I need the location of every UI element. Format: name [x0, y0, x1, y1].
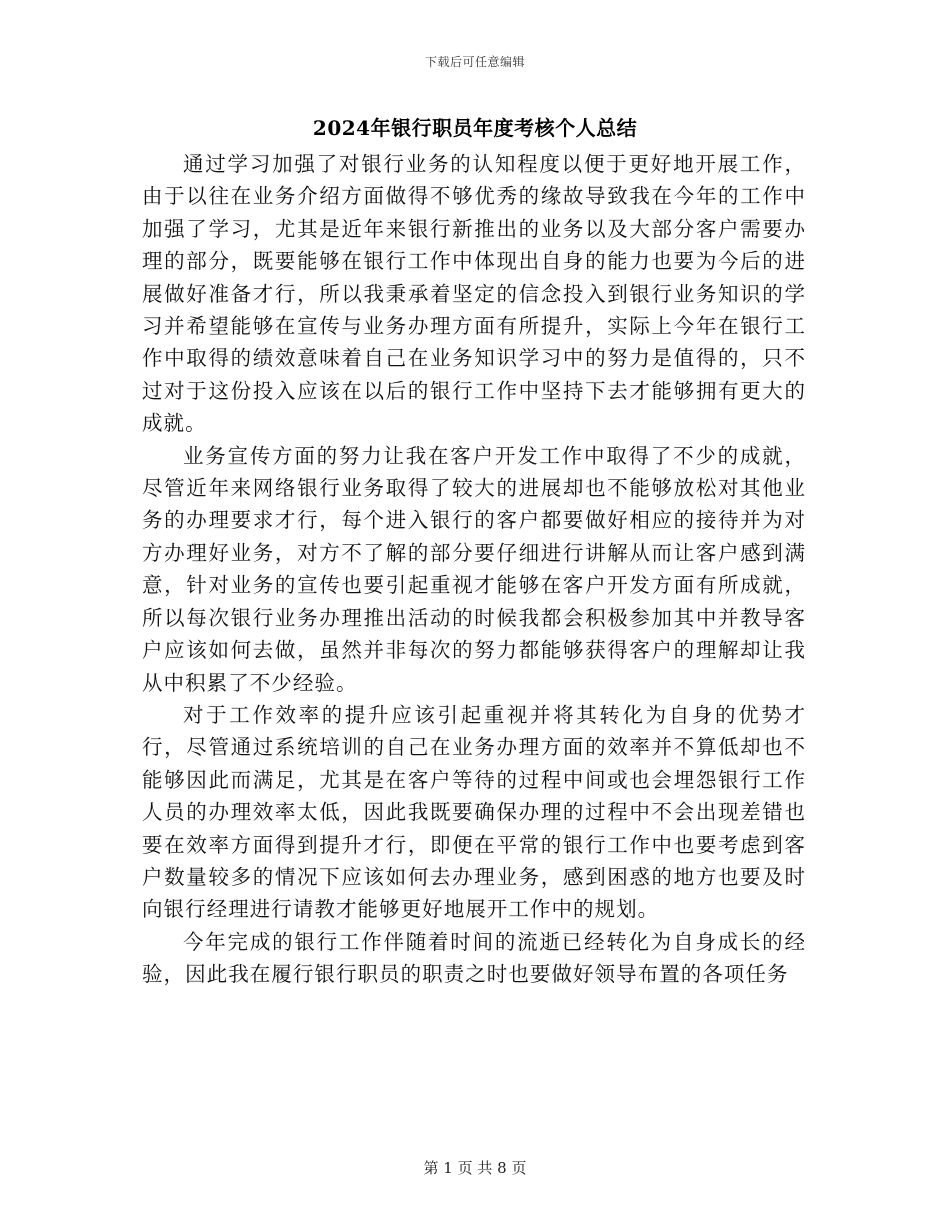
header-note: 下载后可任意编辑 — [424, 55, 525, 69]
page-number-footer: 第 1 页 共 8 页 — [423, 1159, 527, 1177]
body-paragraph-3: 对于工作效率的提升应该引起重视并将其转化为自身的优势才行，尽管通过系统培训的自己在业务办理方面的效率并不算低却也不能够因此而满足，尤其是在客户等待的过程中间或也会埋怨银行工作人员的办理效率太低，因此我既要确保办理的过程中不会出现差错也要在效率方面得到提升才行，即便在平常的银行工作中也要考虑到客户数量较多的情况下应该如何去办理业务，感到困惑的地方也要及时向银行经理进行请教才能够更好地展开工作中的规划。 — [142, 702, 806, 922]
body-paragraph-4: 今年完成的银行工作伴随着时间的流逝已经转化为自身成长的经验，因此我在履行银行职员的职责之时也要做好领导布置的各项任务 — [142, 929, 806, 987]
body-paragraph-2: 业务宣传方面的努力让我在客户开发工作中取得了不少的成就，尽管近年来网络银行业务取得了较大的进展却也不能够放松对其他业务的办理要求才行，每个进入银行的客户都要做好相应的接待并为对方办理好业务，对方不了解的部分要仔细进行讲解从而让客户感到满意，针对业务的宣传也要引起重视才能够在客户开发方面有所成就，所以每次银行业务办理推出活动的时候我都会积极参加其中并教导客户应该如何去做，虽然并非每次的努力都能够获得客户的理解却让我从中积累了不少经验。 — [142, 443, 806, 695]
document-title: 2024年银行职员年度考核个人总结 — [312, 116, 638, 140]
document-body — [142, 148, 806, 991]
body-paragraph-1: 通过学习加强了对银行业务的认知程度以便于更好地开展工作，由于以往在业务介绍方面做得不够优秀的缘故导致我在今年的工作中加强了学习，尤其是近年来银行新推出的业务以及大部分客户需要办理的部分，既要能够在银行工作中体现出自身的能力也要为今后的进展做好准备才行，所以我秉承着坚定的信念投入到银行业务知识的学习并希望能够在宣传与业务办理方面有所提升，实际上今年在银行工作中取得的绩效意味着自己在业务知识学习中的努力是值得的，只不过对于这份投入应该在以后的银行工作中坚持下去才能够拥有更大的成就。 — [142, 152, 806, 436]
